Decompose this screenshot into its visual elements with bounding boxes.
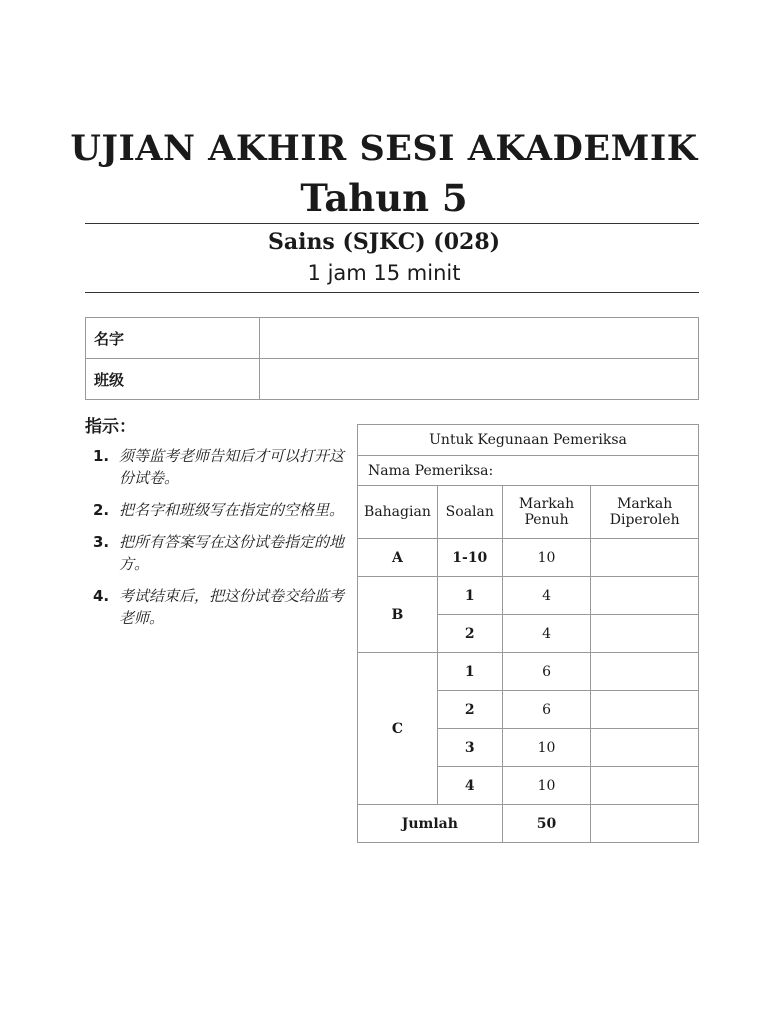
- full-marks-cell: 10: [502, 729, 591, 767]
- section-c: C: [358, 653, 438, 805]
- table-title-row: [358, 425, 699, 456]
- class-field[interactable]: [260, 359, 699, 400]
- total-label: Jumlah: [358, 805, 503, 843]
- question-cell: 2: [437, 691, 502, 729]
- obtained-marks-cell[interactable]: [591, 767, 699, 805]
- full-marks-cell: 10: [502, 767, 591, 805]
- full-marks-cell: 6: [502, 691, 591, 729]
- instruction-number: 3.: [93, 533, 110, 551]
- examiner-name-label: Nama Pemeriksa:: [358, 456, 699, 486]
- obtained-marks-cell[interactable]: [591, 615, 699, 653]
- instructions-list: [93, 445, 348, 639]
- question-cell: 2: [437, 615, 502, 653]
- section-a: A: [358, 539, 438, 577]
- instruction-number: 1.: [93, 447, 110, 465]
- instruction-number: 4.: [93, 587, 110, 605]
- student-info-table: [85, 317, 699, 400]
- table-row: [358, 539, 699, 577]
- total-row: [358, 805, 699, 843]
- table-row: [358, 577, 699, 615]
- instruction-item: [93, 585, 348, 629]
- instruction-text: 考试结束后，把这份试卷交给监考老师。: [119, 587, 345, 627]
- full-marks-cell: 6: [502, 653, 591, 691]
- total-obtained-marks[interactable]: [591, 805, 699, 843]
- section-header: Bahagian: [358, 486, 438, 539]
- obtained-marks-cell[interactable]: [591, 729, 699, 767]
- examiner-use-title: Untuk Kegunaan Pemeriksa: [358, 425, 699, 456]
- instruction-item: [93, 499, 348, 521]
- exam-title: UJIAN AKHIR SESI AKADEMIK: [70, 128, 698, 169]
- name-field[interactable]: [260, 318, 699, 359]
- class-row: [86, 359, 699, 400]
- full-marks-cell: 4: [502, 577, 591, 615]
- section-b: B: [358, 577, 438, 653]
- full-marks-header: Markah Penuh: [502, 486, 591, 539]
- class-label: 班级: [86, 359, 260, 400]
- subject-title: Sains (SJKC) (028): [267, 229, 501, 255]
- question-cell: 4: [437, 767, 502, 805]
- question-cell: 1: [437, 577, 502, 615]
- divider-bottom: [85, 292, 699, 293]
- examiner-name-row: [358, 456, 699, 486]
- table-row: [358, 653, 699, 691]
- obtained-marks-cell[interactable]: [591, 577, 699, 615]
- full-marks-cell: 4: [502, 615, 591, 653]
- instruction-number: 2.: [93, 501, 110, 519]
- obtained-marks-header: Markah Diperoleh: [591, 486, 699, 539]
- obtained-marks-cell[interactable]: [591, 653, 699, 691]
- exam-duration: 1 jam 15 minit: [307, 261, 461, 285]
- obtained-marks-cell[interactable]: [591, 539, 699, 577]
- year-title: Tahun 5: [300, 176, 468, 220]
- name-label: 名字: [86, 318, 260, 359]
- examiner-marks-table: [357, 424, 699, 843]
- total-full-marks: 50: [502, 805, 591, 843]
- divider-top: [85, 223, 699, 224]
- instruction-item: [93, 445, 348, 489]
- instruction-item: [93, 531, 348, 575]
- question-cell: 1-10: [437, 539, 502, 577]
- question-cell: 3: [437, 729, 502, 767]
- question-cell: 1: [437, 653, 502, 691]
- obtained-marks-cell[interactable]: [591, 691, 699, 729]
- instruction-text: 把所有答案写在这份试卷指定的地方。: [119, 533, 345, 573]
- instruction-text: 把名字和班级写在指定的空格里。: [119, 501, 345, 519]
- instruction-text: 须等监考老师告知后才可以打开这份试卷。: [119, 447, 345, 487]
- table-header-row: [358, 486, 699, 539]
- question-header: Soalan: [437, 486, 502, 539]
- full-marks-cell: 10: [502, 539, 591, 577]
- name-row: [86, 318, 699, 359]
- instructions-title: 指示：: [85, 417, 136, 437]
